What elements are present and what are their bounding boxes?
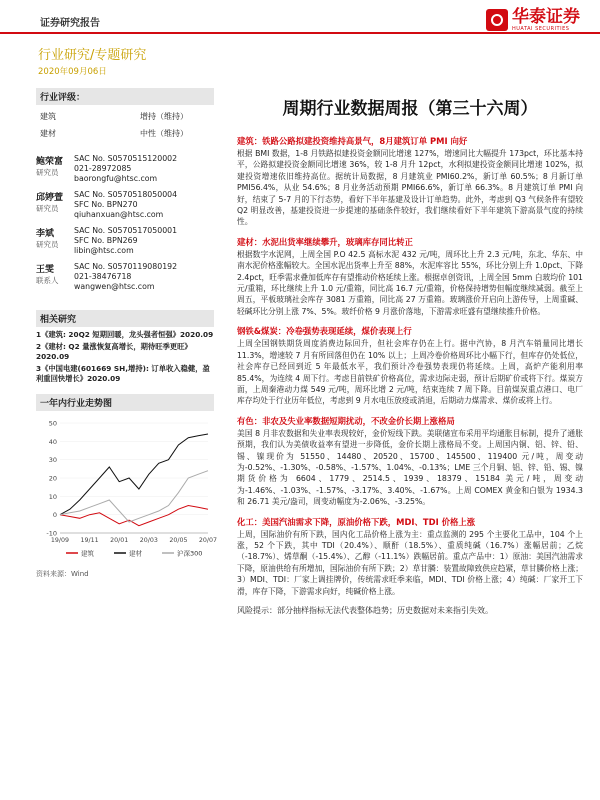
sidebar <box>36 88 218 579</box>
analyst-role: 研究员 <box>36 204 59 213</box>
analyst-role: 研究员 <box>36 168 59 177</box>
section-heading: 建筑：铁路公路拟建投资维持高景气，8月建筑订单 PMI 向好 <box>237 136 468 146</box>
report-date: 2020年09月06日 <box>38 67 107 77</box>
analyst-card <box>36 262 214 292</box>
x-tick-label: 20/03 <box>139 537 158 544</box>
x-tick-label: 20/07 <box>198 537 218 544</box>
main-content <box>237 88 583 616</box>
header-rule <box>0 32 600 34</box>
analyst-sac: SAC No. S0570518050004 <box>74 190 178 199</box>
y-tick-label: 30 <box>48 456 57 465</box>
risk-note: 风险提示：部分抽样指标无法代表整体趋势；历史数据对未来指引失效。 <box>237 606 493 615</box>
analyst-card <box>36 154 214 184</box>
rating-value: 增持（维持） <box>140 112 188 121</box>
logo-en: HUATAI SECURITIES <box>512 26 570 32</box>
rating-row <box>36 108 214 125</box>
x-tick-label: 19/11 <box>80 537 99 544</box>
analyst-sfc: SFC No. BPN269 <box>74 236 138 245</box>
section-body: 上周全国钢铁期货周度消费边际回升，但社会库存仍在上行。据中汽协，8 月汽车销量同比增长 11.3%，增速较 7 月有所回落但仍在 10% 以上；上周冷卷价格周环比小幅下行，但库存仍处低位，社会库存已经回到近 5 年最低水平，我们预计冷卷强势表现仍将延续。上周，高炉产能利用率 85.4%，为连续 4 周下行。考虑目前铁矿价格高位，需求边际走弱，预计后期矿价或将下行。煤炭方面，上周秦港动力煤 549 元/吨，周环比增 2 元/吨，结束连续 7 周下降。目前煤炭重点港口、电厂库存均处于行业历年低位，考虑到 9 月水电压放疫或消退，后期动力煤需求、煤价或将上行。 <box>237 339 583 406</box>
report-type: 证券研究报告 <box>40 18 100 29</box>
analyst-email[interactable]: qiuhanxuan@htsc.com <box>74 210 164 219</box>
analyst-name: 李斌 <box>36 229 55 239</box>
related-list <box>36 330 214 384</box>
analyst-phone: 021-38476718 <box>74 272 132 281</box>
y-tick-label: 50 <box>48 419 57 428</box>
analyst-name: 王雯 <box>36 265 55 275</box>
analyst-email[interactable]: wangwen@htsc.com <box>74 282 155 291</box>
section-heading: 建材：水泥出货率继续攀升，玻璃库存同比转正 <box>237 236 413 247</box>
x-tick-label: 19/09 <box>50 537 70 544</box>
section-body: 根据 BMI 数据，1-8 月铁路拟建投资金额同比增速 127%，增速同比大幅提升 173pct，环比基本持平，公路拟建投资金额同比增速 36%，较 1-8 月升 12pct，水利拟建投资金额同比增速 102%，拟建投资增速依旧维持高位。据统计局数据，8 月建筑业 PMI60.2%，新订单 60.5%；8 月新订单 PMI56.4%，从业 54.6%；8 月业务活动预期 PMI66.6%，新订单 66.3%。8 月建筑订单 PMI 向好，结束了 5-7 月的下行态势，看好下半年基建及设计订单趋势。此外，考虑到 Q3 气候条件有望较 Q2 明显改善，基建投资进一步提速的基础条件较好，我们继续看好下半年建筑下游高景气度的持续性。 <box>237 149 583 227</box>
rating-sector: 建筑 <box>40 112 56 121</box>
page-title: 周期行业数据周报（第三十六周） <box>282 99 538 119</box>
section <box>237 516 583 597</box>
analyst-role: 研究员 <box>36 240 59 249</box>
y-tick-label: 40 <box>48 437 57 446</box>
logo-icon <box>486 9 508 31</box>
related-item[interactable]: 2《建材: Q2 量涨恢复高增长，期待旺季更旺》2020.09 <box>36 342 192 361</box>
related-heading: 相关研究 <box>36 310 214 327</box>
analyst-name: 邱婷萱 <box>36 193 64 203</box>
analyst-sac: SAC No. S0570119080192 <box>74 262 178 271</box>
trend-chart-svg <box>36 415 218 565</box>
section-body: 美国 8 月非农数据和失业率表现较好，金价短线下跌。美联储宣布采用平均通胀目标制，提升了通胀预期，我们认为美债收益率有望进一步降低，金价长期上涨格局不变。上周国内铜、铝、锌、铅、锡、镍现价为 51550、14480、20520、15700、145500、119400 元/吨，周变动为-0.52%、-1.30%、-0.58%、-1.57%、1.04%、-0.13%；LME 三个月铜、铝、锌、铅、锡、镍期货价格为 6604、1779、2514.5、1939、18379、15184 美元/吨，周变动为-1.46%、-1.03%、-1.57%、-3.17%、3.40%、-1.67%。上周 COMEX 黄金和白银为 1934.3 和 26.71 美元/盎司，周变动幅度为-2.06%、-3.25%。 <box>237 428 583 507</box>
section-heading: 钢铁&煤炭：冷卷强势表现延续，煤价表现上行 <box>237 326 412 337</box>
y-tick-label: 20 <box>48 474 57 483</box>
analyst-sfc: SFC No. BPN270 <box>74 200 138 209</box>
chart-heading: 一年内行业走势图 <box>36 394 214 411</box>
x-tick-label: 20/01 <box>110 537 129 544</box>
trend-chart <box>36 415 218 567</box>
logo-name: 华泰证券 <box>512 7 580 27</box>
analyst-sac: SAC No. S0570515120002 <box>74 154 178 163</box>
legend-label: 建材 <box>129 549 142 558</box>
y-tick-label: 10 <box>48 492 57 501</box>
rating-row <box>36 125 214 142</box>
rating-sector: 建材 <box>40 129 56 138</box>
section <box>237 415 583 508</box>
analyst-phone: 021-28972085 <box>74 164 132 173</box>
logo <box>486 8 580 32</box>
series-line <box>60 506 208 526</box>
analyst-role: 联系人 <box>36 276 59 285</box>
analyst-card <box>36 190 214 220</box>
section <box>237 135 583 228</box>
analyst-name: 鲍荣富 <box>36 157 64 167</box>
ratings-heading: 行业评级： <box>36 88 214 105</box>
analyst-card <box>36 226 214 256</box>
legend-label: 建筑 <box>81 549 94 558</box>
y-tick-label: -10 <box>46 529 57 538</box>
legend-label: 沪深300 <box>177 549 203 558</box>
series-line <box>60 434 208 515</box>
rating-value: 中性（维持） <box>140 129 188 138</box>
analyst-sac: SAC No. S0570517050001 <box>74 226 178 235</box>
y-tick-label: 0 <box>52 511 57 520</box>
section-heading: 化工：美国汽油需求下降，原油价格下跌，MDI、TDI 价格上涨 <box>237 516 476 527</box>
section-body: 上周，国际油价有所下跌，国内化工品价格上涨为主：重点监测的 295 个主要化工品中，104 个上涨，52 个下跌，其中 TDI（20.4%）、顺酐（18.5%）、重质纯碱（16.7%）涨幅居前；乙烷（-18.7%）、烯草酮（-15.4%）、乙醇（-11.1%）跌幅居前。重点产品中：1）原油：美国汽油需求下降，原油供给有所增加，国际油价有所下跌；2）草甘膦：装置故障致供应趋紧，草甘膦价格上涨；3）MDI、TDI：厂家上调挂牌价，传统需求旺季来临，MDI、TDI 价格上涨；4）纯碱：厂家开工下滑，库存下降，下游需求向好，纯碱价格上涨。 <box>237 529 583 596</box>
report-series: 行业研究/专题研究 <box>38 48 147 63</box>
section-heading: 有色：非农及失业率数据短期扰动，不改金价长期上涨格局 <box>237 415 455 426</box>
analyst-email[interactable]: baorongfu@htsc.com <box>74 174 158 183</box>
x-tick-label: 20/05 <box>169 537 188 544</box>
section-body: 根据数字水泥网，上周全国 P.O 42.5 高标水泥 432 元/吨，周环比上升 2.3 元/吨，东北、华东、中南水泥价格涨幅较大。全国水泥出货率上升至 88%，水泥库容比 55%，环比分别上升 1.0pct、下降 2.4pct，旺季需求叠加低库存有望推动价格延续上涨。根据卓创资讯，上周全国 5mm 白玻均价 101 元/重箱，环比继续上升 1.0 元/重箱，同比高 16.7 元/重箱，价格保持增势但幅度继续减弱。截至上周五，平板玻璃社会库存 3081 万重箱，同比高 27 万重箱。玻璃涨价开启向上游传导，上周重碱、轻碱环比分别上涨 7%、5%。玻纤价格 9 月涨价落地，下游需求旺盛有望继续推升价格。 <box>237 249 583 316</box>
section <box>237 325 583 406</box>
section <box>237 236 583 317</box>
chart-source: 资料来源：Wind <box>36 570 89 578</box>
related-item[interactable]: 1《建筑: 20Q2 短期回暖，龙头强者恒强》2020.09 <box>36 330 214 339</box>
related-item[interactable]: 3《中国电建(601669 SH,增持): 订单收入稳健，盈利重回快增长》2020.09 <box>36 364 210 383</box>
analyst-email[interactable]: libin@htsc.com <box>74 246 134 255</box>
